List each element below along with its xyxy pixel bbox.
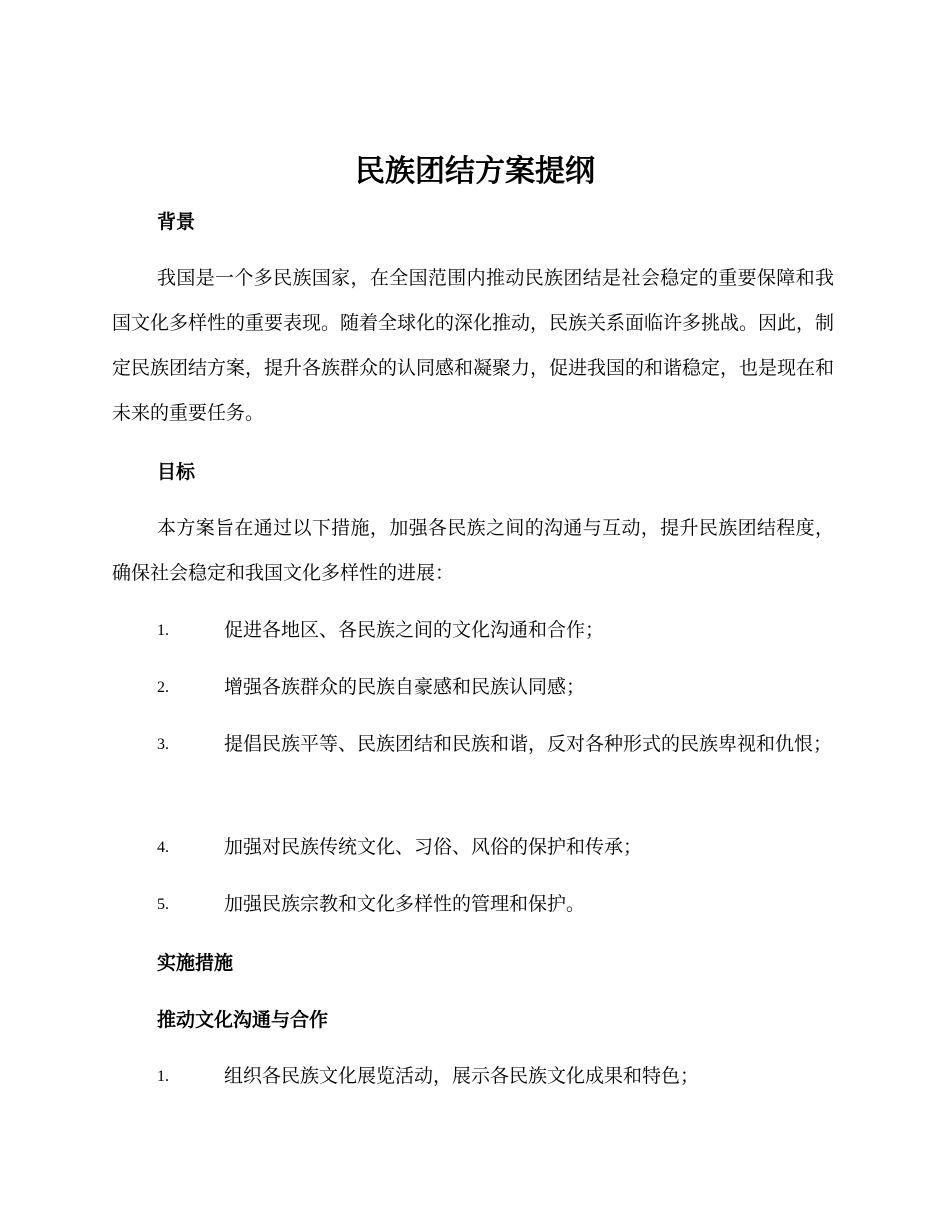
list-item-text: 促进各地区、各民族之间的文化沟通和合作； bbox=[224, 619, 605, 641]
goal-item-5 bbox=[112, 882, 834, 927]
list-item-text: 增强各族群众的民族自豪感和民族认同感； bbox=[224, 676, 586, 698]
goal-item-2 bbox=[112, 665, 834, 710]
list-number: 1. bbox=[157, 1068, 169, 1085]
list-item-text: 加强对民族传统文化、习俗、风俗的保护和传承； bbox=[224, 836, 643, 858]
paragraph-background: 我国是一个多民族国家，在全国范围内推动民族团结是社会稳定的重要保障和我国文化多样性的重要表现。随着全球化的深化推动，民族关系面临许多挑战。因此，制定民族团结方案，提升各族群众的认同感和凝聚力，促进我国的和谐稳定，也是现在和未来的重要任务。 bbox=[112, 267, 835, 424]
heading-goal: 目标 bbox=[157, 461, 196, 483]
heading-implementation: 实施措施 bbox=[157, 952, 234, 974]
implementation-item-1 bbox=[112, 1054, 834, 1099]
goal-item-4 bbox=[112, 825, 834, 870]
subheading-culture-exchange: 推动文化沟通与合作 bbox=[157, 1009, 329, 1031]
list-number: 4. bbox=[157, 839, 169, 856]
list-number: 5. bbox=[157, 896, 169, 913]
list-item-text: 提倡民族平等、民族团结和民族和谐，反对各种形式的民族卑视和仇恨； bbox=[224, 733, 833, 755]
paragraph-goal: 本方案旨在通过以下措施，加强各民族之间的沟通与互动，提升民族团结程度，确保社会稳定和我国文化多样性的进展： bbox=[112, 517, 834, 584]
list-item-text: 组织各民族文化展览活动，展示各民族文化成果和特色； bbox=[224, 1065, 700, 1087]
list-number: 2. bbox=[157, 679, 169, 696]
document-title: 民族团结方案提纲 bbox=[355, 154, 595, 189]
list-item-text: 加强民族宗教和文化多样性的管理和保护。 bbox=[224, 893, 586, 915]
list-number: 3. bbox=[157, 736, 169, 753]
goal-item-3 bbox=[112, 722, 834, 767]
heading-background: 背景 bbox=[157, 211, 196, 233]
goal-item-1 bbox=[112, 608, 834, 653]
list-number: 1. bbox=[157, 622, 169, 639]
